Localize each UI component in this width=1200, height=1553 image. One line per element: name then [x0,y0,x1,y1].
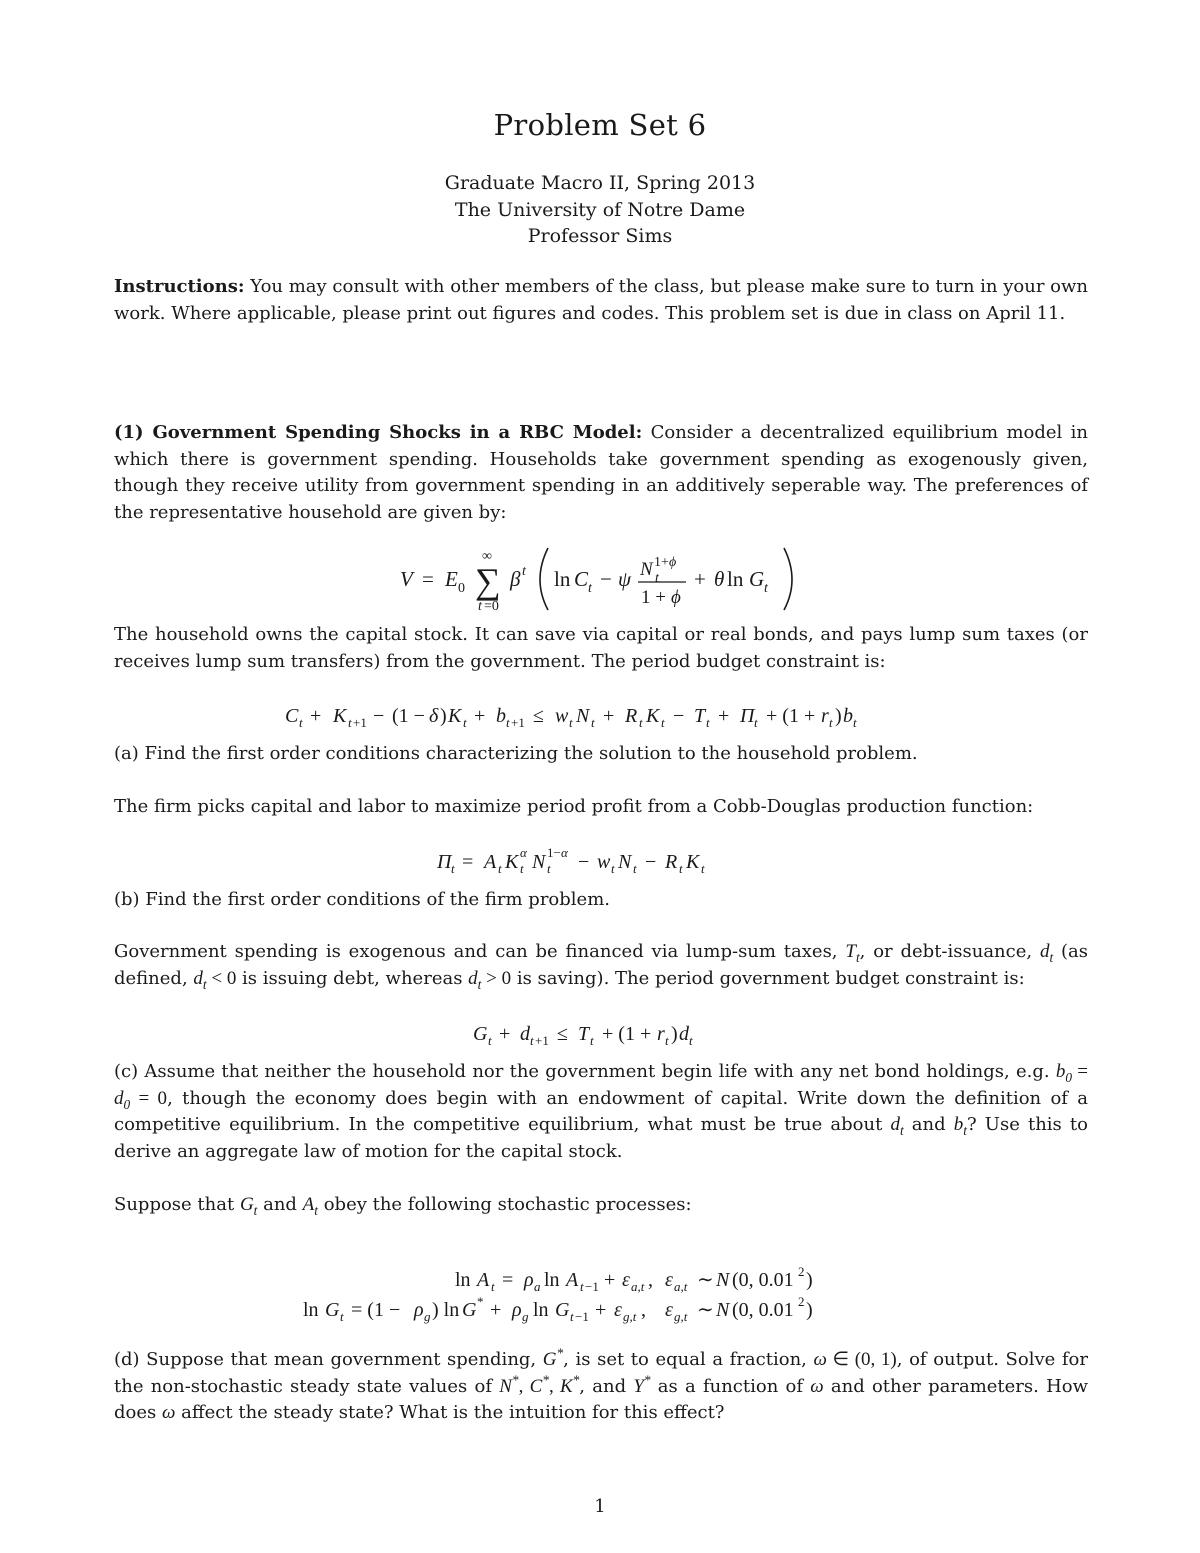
svg-text:ln: ln [303,1299,319,1321]
svg-text:+: + [474,705,486,727]
problem1-intro-text: Consider a decentralized equilibrium model in which there is government spending. Households take government spending as exogenously given, though they receive utility from government spending in an additively seperable way. The preferences of the representative household are given by: [114,422,1088,523]
svg-text:t: t [506,715,510,730]
part-c-text-1: (c) Assume that neither the household nor the government begin life with any net bond holdings, e.g. [114,1061,1056,1082]
svg-text:=0: =0 [484,599,499,614]
svg-text:N: N [716,1269,730,1291]
svg-text:t: t [348,715,352,730]
svg-text:C: C [574,567,589,591]
svg-text:): ) [671,1023,678,1045]
gov-text-2: , or debt-issuance, [859,941,1040,962]
math-d-t-c: $d_t$ [890,1114,904,1138]
svg-text:1 +: 1 + [641,587,666,608]
part-d-text-5: as a function of [650,1375,811,1397]
university-line: The University of Notre Dame [454,199,746,221]
math-d-t: $d_t$ [1039,941,1054,965]
svg-text:a,t: a,t [631,1279,645,1294]
svg-text:−1: −1 [575,1309,589,1324]
svg-text:−1: −1 [585,1279,599,1294]
svg-text:N: N [532,851,546,873]
svg-text:2: 2 [798,1264,805,1279]
svg-text:∼: ∼ [697,1269,714,1291]
svg-text:t: t [611,861,615,876]
svg-text:g,t: g,t [623,1309,637,1324]
svg-text:G: G [325,1299,340,1321]
svg-text:a: a [534,1279,541,1294]
svg-text:t: t [679,861,683,876]
svg-text:t: t [530,1033,534,1048]
gov-text-4: is issuing debt, whereas [236,967,469,989]
svg-text:t: t [853,715,857,730]
svg-text:g: g [522,1309,529,1324]
svg-text:t: t [463,715,467,730]
svg-text:N: N [716,1299,730,1321]
svg-text:−: − [673,705,685,727]
svg-text:ln: ln [544,1269,560,1291]
svg-text:t: t [639,715,643,730]
part-c-text-3: and [903,1114,954,1135]
svg-text:K: K [505,851,519,873]
svg-text:∑: ∑ [475,561,501,601]
math-T-t: $T_t$ [845,941,860,965]
svg-text:+: + [604,1269,616,1291]
part-d-text-1: (d) Suppose that mean government spending, [114,1349,543,1370]
svg-text:t: t [498,861,502,876]
svg-text:+: + [718,705,730,727]
svg-text:): ) [835,705,842,727]
svg-text:A: A [477,1269,490,1291]
svg-text:α: α [561,845,568,860]
svg-text:−: − [578,851,590,873]
part-d-text-7: affect the steady state? What is the intuition for this effect? [175,1402,725,1423]
svg-text:≤: ≤ [557,1023,568,1045]
svg-text:d: d [679,1023,689,1045]
svg-text:t: t [590,1033,594,1048]
part-b: (b) Find the first order conditions of the firm problem. [114,889,610,910]
part-c-text-4: ? Use this to derive an aggregate law of motion for the capital stock. [114,1114,1089,1162]
svg-text:R: R [625,705,638,727]
svg-text:Π: Π [437,851,452,873]
svg-text:+1: +1 [353,715,367,730]
svg-text:+: + [310,705,322,727]
instructions-paragraph [114,274,1088,327]
svg-text:+: + [595,1299,607,1321]
svg-text:K: K [448,705,462,727]
gov-text-1: Government spending is exogenous and can be financed via lump-sum taxes, [114,941,846,962]
svg-text:ε: ε [665,1299,673,1321]
svg-text:,: , [648,1269,653,1291]
utility-equation [400,548,792,614]
svg-text:t: t [299,715,303,730]
svg-text:d: d [520,1023,530,1045]
svg-text:=: = [422,567,434,591]
svg-text:−: − [373,705,385,727]
svg-text:t: t [478,599,482,614]
stoch-text-2: and [257,1194,303,1215]
svg-text:+ (1 +: + (1 + [766,705,816,727]
problem1-heading: (1) Government Spending Shocks in a RBC Model: [114,422,643,443]
math-b-t-c: $b_t$ [953,1114,967,1138]
part-d-text-2: , is set to equal a fraction, [563,1349,814,1370]
svg-text:A: A [484,851,497,873]
firm-intro-paragraph: The firm picks capital and labor to maximize period profit from a Cobb-Douglas production function: [114,796,1034,817]
svg-text:t: t [754,715,758,730]
svg-text:Π: Π [740,705,755,727]
svg-text:α: α [520,845,527,860]
math-Y-star: Y* [633,1372,651,1397]
part-d-text-6: and other parameters. How does [114,1375,1089,1423]
svg-text:ϕ: ϕ [671,587,681,608]
part-d-text-4: , and [579,1375,634,1397]
svg-text:2: 2 [798,1294,805,1309]
part-c-text-2: , though the economy does begin with an endowment of capital. Write down the definition of a competitive equilibrium. In the competitive equilibrium, what must be true about [114,1087,1088,1135]
svg-text:+: + [694,567,706,591]
math-omega-range: ω ∈ (0, 1) [813,1349,897,1370]
svg-text:t: t [665,1033,669,1048]
svg-text:= (1 −: = (1 − [351,1299,401,1321]
svg-text:N: N [576,705,590,727]
svg-text:N: N [640,559,653,580]
math-G-star: G* [542,1345,564,1370]
svg-text:+: + [603,705,615,727]
svg-text:(1 −: (1 − [392,705,425,727]
svg-text:G: G [555,1299,570,1321]
svg-text:ρ: ρ [524,1269,534,1291]
svg-text:G: G [462,1299,477,1321]
math-G-t: $G_t$ [239,1194,258,1218]
svg-text:t: t [764,581,768,596]
math-omega-2: ω [161,1402,176,1423]
svg-text:t: t [706,715,710,730]
svg-text:t: t [591,715,595,730]
svg-text:C: C [285,705,299,727]
household-capital-paragraph: The household owns the capital stock. It can save via capital or real bonds, and pays lump sum taxes (or receives lump sum transfers) from the government. The period budget constraint is: [114,624,1088,672]
svg-text:ϕ: ϕ [669,555,677,570]
svg-text:δ: δ [429,705,439,727]
svg-text:K: K [646,705,660,727]
svg-text:,: , [641,1299,646,1321]
part-d [114,1347,1088,1427]
svg-text:t: t [570,1309,574,1324]
instructions-text: You may consult with other members of the class, but please make sure to turn in your own work. Where applicable, please print out figures and codes. This problem set is due in class on April 11. [114,276,1088,324]
svg-text:≤: ≤ [533,705,544,727]
svg-text:t: t [588,581,592,596]
svg-text:t: t [829,715,833,730]
svg-text:ε: ε [622,1269,630,1291]
svg-text:t: t [488,1033,492,1048]
svg-text:θ: θ [714,567,725,591]
svg-text:β: β [510,567,521,591]
svg-text:R: R [665,851,678,873]
government-spending-process-equation [303,1294,813,1324]
svg-text:t: t [491,1279,495,1294]
problem1-intro [114,420,1088,526]
svg-text:t: t [701,861,705,876]
svg-text:+1: +1 [511,715,525,730]
svg-text:) ln: ) ln [432,1299,460,1321]
svg-text:N: N [618,851,632,873]
svg-text:t: t [522,564,526,579]
svg-text:ln: ln [727,567,744,591]
svg-text:b: b [843,705,853,727]
svg-text:+: + [490,1299,502,1321]
svg-text:(0, 0.01: (0, 0.01 [732,1269,794,1291]
svg-text:t: t [633,861,637,876]
math-A-t: $A_t$ [302,1194,318,1218]
svg-text:K: K [686,851,700,873]
svg-text:t: t [661,715,665,730]
part-a: (a) Find the first order conditions characterizing the solution to the household problem. [114,743,918,764]
svg-text:t: t [569,715,573,730]
svg-text:r: r [821,705,829,727]
profit-equation [436,845,705,876]
svg-text:ψ: ψ [618,567,632,591]
svg-text:+1: +1 [535,1033,549,1048]
svg-text:(0, 0.01: (0, 0.01 [732,1299,794,1321]
svg-text:T: T [694,705,706,727]
svg-text:t: t [340,1309,344,1324]
svg-text:): ) [806,1299,813,1321]
gov-text-3: (as defined, [114,941,1088,989]
budget-constraint-equation [285,705,857,730]
page-number: 1 [594,1496,606,1517]
math-d-t-positive: $d_t > 0$ [468,967,512,992]
svg-text:ln: ln [455,1269,471,1291]
technology-process-equation [455,1264,813,1294]
svg-text:0: 0 [458,581,465,596]
svg-text:=: = [502,1269,514,1291]
svg-text:r: r [657,1023,665,1045]
svg-text:ρ: ρ [512,1299,522,1321]
svg-text:−: − [600,567,612,591]
svg-text:∞: ∞ [482,549,492,564]
page-title: Problem Set 6 [493,108,707,142]
svg-text:t: t [547,861,551,876]
svg-text:1+: 1+ [654,555,669,570]
svg-text:w: w [555,705,569,727]
math-initial-bonds: $b_0 = d_0 = 0$ [114,1061,1089,1112]
svg-text:V: V [400,567,413,591]
svg-text:+ (1 +: + (1 + [602,1023,652,1045]
svg-text:∼: ∼ [697,1299,714,1321]
stochastic-intro [114,1192,1088,1219]
course-line: Graduate Macro II, Spring 2013 [444,172,756,194]
svg-text:ln: ln [554,567,571,591]
svg-text:t: t [689,1033,693,1048]
stoch-text-3: obey the following stochastic processes: [317,1194,692,1215]
svg-text:t: t [451,861,455,876]
svg-text:G: G [473,1023,488,1045]
professor-line: Professor Sims [527,225,673,247]
svg-text:E: E [445,567,458,591]
svg-text:a,t: a,t [674,1279,688,1294]
svg-text:w: w [597,851,611,873]
svg-text:b: b [496,705,506,727]
svg-text:): ) [440,705,447,727]
math-steady-states: N*, C*, K* [499,1372,580,1397]
svg-text:t: t [655,571,659,586]
svg-text:T: T [578,1023,590,1045]
svg-text:=: = [462,851,474,873]
stoch-text-1: Suppose that [114,1194,240,1215]
math-omega: ω [810,1375,824,1397]
svg-text:−: − [645,851,657,873]
svg-text:*: * [477,1294,484,1309]
part-c [114,1059,1088,1165]
part-d-text-3: , of output. Solve for the non-stochastic steady state values of [114,1349,1088,1397]
svg-text:g,t: g,t [674,1309,688,1324]
svg-text:1−: 1− [547,845,561,860]
svg-text:t: t [580,1279,584,1294]
svg-text:ln: ln [533,1299,549,1321]
gov-text-5: is saving). The period government budget constraint is: [511,967,1025,989]
instructions-label: Instructions: [114,276,245,297]
svg-text:+: + [499,1023,511,1045]
svg-text:): ) [806,1269,813,1291]
svg-text:A: A [566,1269,579,1291]
svg-text:ρ: ρ [414,1299,424,1321]
government-intro-paragraph [114,939,1088,992]
government-budget-equation [473,1023,693,1048]
math-d-t-negative: $d_t < 0$ [193,967,237,992]
svg-text:g: g [424,1309,431,1324]
svg-text:ε: ε [614,1299,622,1321]
svg-text:K: K [333,705,347,727]
svg-text:t: t [520,861,524,876]
svg-text:G: G [749,567,765,591]
svg-text:ε: ε [665,1269,673,1291]
